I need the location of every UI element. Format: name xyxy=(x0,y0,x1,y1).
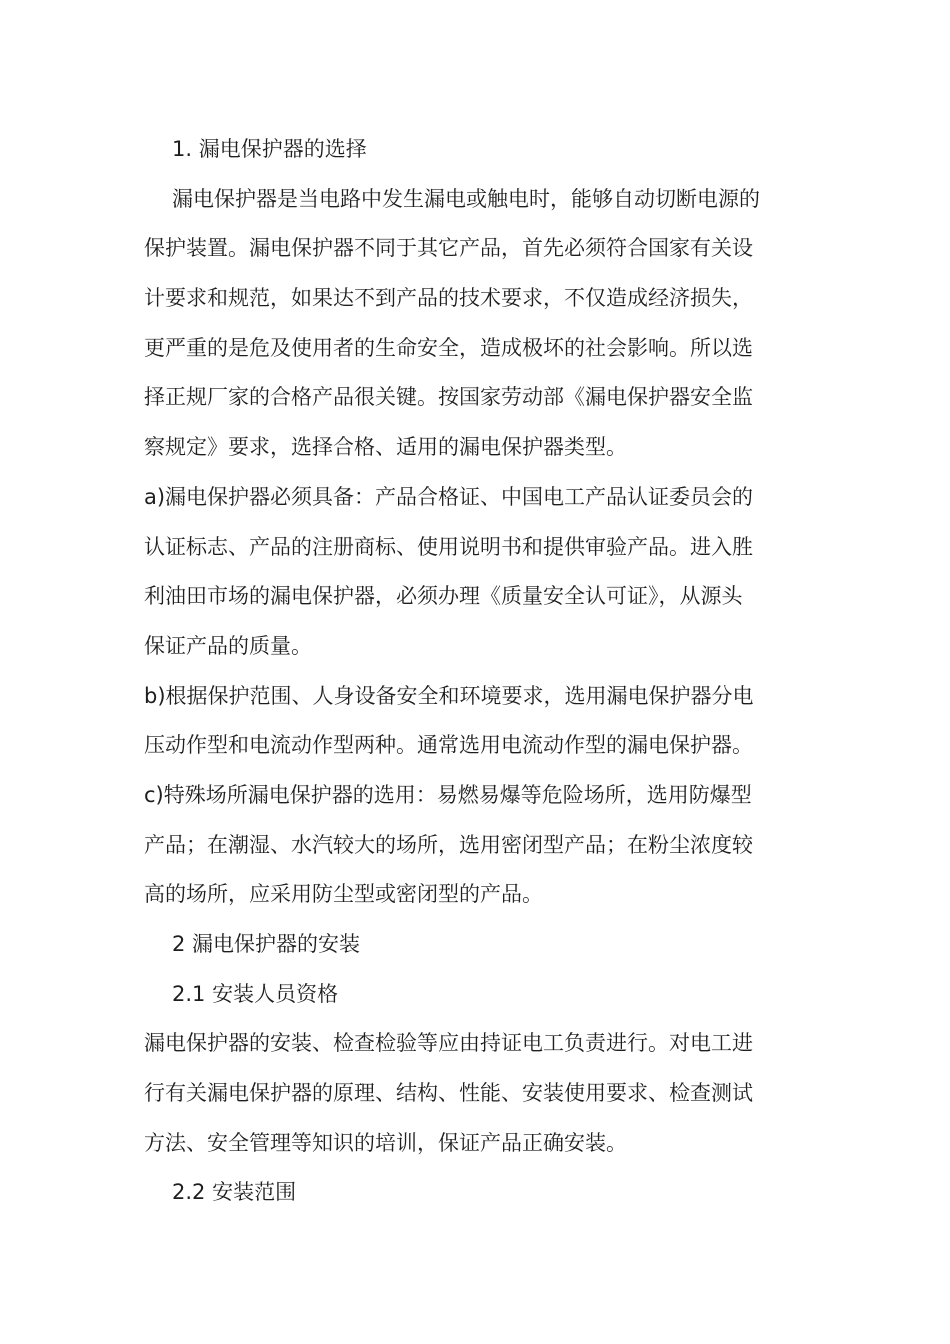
subsection-heading: 2.1 安装人员资格 xyxy=(172,981,339,1006)
list-item-a-line: a)漏电保护器必须具备：产品合格证、中国电工产品认证委员会的 xyxy=(144,484,754,509)
document-body xyxy=(144,125,806,1218)
section-heading: 2 漏电保护器的安装 xyxy=(172,932,361,956)
list-item-c-line: 产品；在潮湿、水汽较大的场所，选用密闭型产品；在粉尘浓度较 xyxy=(144,832,753,857)
paragraph-line: 行有关漏电保护器的原理、结构、性能、安装使用要求、检查测试 xyxy=(144,1081,753,1106)
list-item-c-line: c)特殊场所漏电保护器的选用：易燃易爆等危险场所，选用防爆型 xyxy=(144,782,752,807)
list-item-a-line: 利油田市场的漏电保护器，必须办理《质量安全认可证》，从源头 xyxy=(144,584,743,609)
paragraph-line: 察规定》要求，选择合格、适用的漏电保护器类型。 xyxy=(144,435,627,460)
section-heading: 1. 漏电保护器的选择 xyxy=(172,137,367,161)
list-item-b-line: b)根据保护范围、人身设备安全和环境要求，选用漏电保护器分电 xyxy=(144,683,754,708)
paragraph-line: 漏电保护器的安装、检查检验等应由持证电工负责进行。对电工进 xyxy=(144,1031,753,1056)
paragraph-line: 计要求和规范，如果达不到产品的技术要求，不仅造成经济损失， xyxy=(144,286,753,311)
paragraph-line: 更严重的是危及使用者的生命安全，造成极坏的社会影响。所以选 xyxy=(144,335,753,360)
list-item-c-line: 高的场所，应采用防尘型或密闭型的产品。 xyxy=(144,882,543,907)
list-item-a-line: 保证产品的质量。 xyxy=(144,633,312,658)
paragraph-line: 择正规厂家的合格产品很关键。按国家劳动部《漏电保护器安全监 xyxy=(144,385,753,410)
paragraph-line: 保护装置。漏电保护器不同于其它产品，首先必须符合国家有关设 xyxy=(144,236,753,261)
list-item-b-line: 压动作型和电流动作型两种。通常选用电流动作型的漏电保护器。 xyxy=(144,733,753,758)
subsection-heading: 2.2 安装范围 xyxy=(172,1180,297,1205)
paragraph-line: 方法、安全管理等知识的培训，保证产品正确安装。 xyxy=(144,1130,627,1155)
paragraph-line: 漏电保护器是当电路中发生漏电或触电时，能够自动切断电源的 xyxy=(172,186,760,211)
list-item-a-line: 认证标志、产品的注册商标、使用说明书和提供审验产品。进入胜 xyxy=(144,534,753,559)
